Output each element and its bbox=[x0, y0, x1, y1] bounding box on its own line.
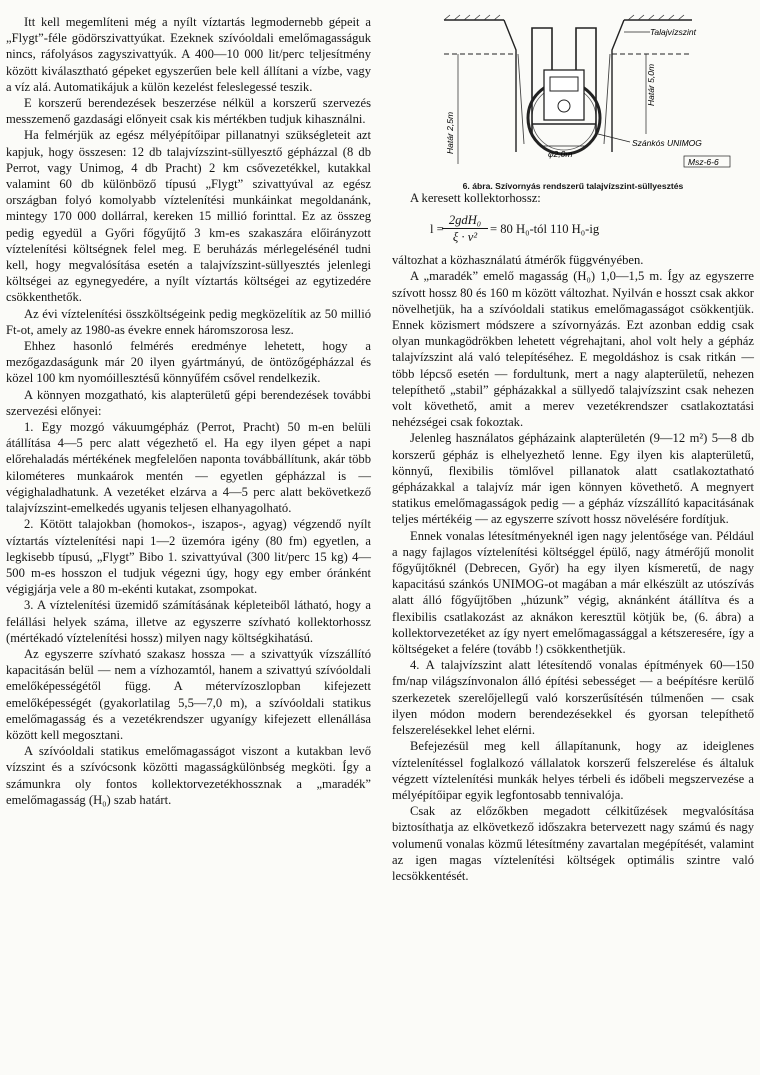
paragraph: Itt kell megemlíteni még a nyílt víztartás legmodernebb gépeit a „Flygt”-féle gödörszivattyúkat. Ezeknek szívóoldali emelőmagasságuk nincs, ráfolyásos zagyszivattyúk. A 400—10 000 lit/perc teljesítmény között kiválasztható gépeket egyszerűen bele kell állítani a vízbe, vagy a víz alá. Automatikájuk a külön kezelést feleslegessé teszik. bbox=[6, 15, 371, 94]
figure-6 bbox=[392, 14, 754, 190]
paragraph: Ehhez hasonló felmérés eredménye lehetett, hogy a mezőgazdaságunk már 20 ilyen gyártmányú, de öntözőgépházzal és közel 100 km nyomóillesztésű könnyűfém csővel rendelkezik. bbox=[6, 339, 371, 386]
paragraph: változhat a közhasználatú átmérők függvényében. bbox=[392, 253, 644, 268]
label-hatar-50: Határ 5,0m bbox=[646, 63, 656, 106]
paragraph: Ha felmérjük az egész mélyépítőipar pillanatnyi szükségleteit azt kapjuk, hogy összesen: 12 db talajvízszint-süllyesztő gépházzal (8 db Perrot, vagy Unimog, 4 db Pracht) 2 km csővezetékkel, kutakkal valamint 60 db különböző típusú „Flygt” szivattyúval az egész országban folyó komolyabb víztelenítési munkáinkat megoldanánk, mintegy 170 000 dollárral, kereken 15 millió forinttal. Ez az összeg pedig egyedül a Győri főgyűjtő 3 km-es szakaszára előirányzott víztelenítési költségnek felel meg. E beruházás mérlegelésénél tudni kell, hogy megvalósítása esetén a talajvízszint-süllyesztés jelenlegi költségei az egynegyedére, a nyílt víztartás költségei az egytizedére csökkenthetők. bbox=[6, 128, 371, 305]
formula-intro: A keresett kollektorhossz: bbox=[410, 191, 541, 205]
formula-fraction bbox=[442, 212, 488, 245]
paragraph: Jelenleg használatos gépházaink alapterületén (9—12 m²) 5—8 db korszerű gépház is elhelyezhető lenne. Egy ilyen kis alapterületű, könnyű, flexibilis tömlővel pillanatok alatt csatlakoztatható gépházakkal a talajvíz már igen könnyen követhető. A megnyert statikus emelőmagasságok pedig — a gépház vízszállító kapacitásának teljes mértékéig — az egyszerre szívott hossz növelésére fordítjuk. bbox=[392, 431, 754, 527]
label-diameter: φ2,0m bbox=[548, 149, 573, 159]
paragraph: Befejezésül meg kell állapítanunk, hogy az ideiglenes víztelenítéssel foglalkozó vállalatok korszerű felszerelése és általuk végzett víztelenítési munkák helyes térbeli és időbeli megszervezése a mélyépítőipar egyik legfontosabb tennivalója. bbox=[392, 739, 754, 802]
figure-caption: 6. ábra. Szívornyás rendszerű talajvízszint-süllyesztés bbox=[462, 181, 684, 191]
paragraph: 4. A talajvízszint alatt létesítendő vonalas építmények 60—150 fm/nap világszínvonalon álló építési sebességet — a beépítésre kerülő szerkezetek szerelőjellegű való korszerűsítésén túlmenően — csak ilyen módon modern berendezésekkel és gyorsan telepíthető felszerelésekkel lehet elérni. bbox=[392, 658, 754, 738]
formula-rest: = 80 H₀-tól 110 H₀-ig bbox=[490, 222, 600, 237]
formula-lead: l = bbox=[430, 222, 444, 237]
paragraph: 2. Kötött talajokban (homokos-, iszapos-, agyag) végzendő nyílt víztartás víztelenítési napi 1—2 üzemóra igény (80 fm) egyetlen, a legkisebb típusú, „Flygt” Bibo 1. szivattyúval (300 lit/perc 15 kg) 4—500 m-es hosszon el tudjuk végezni úgy, hogy egy ember óránként végigjárja vele a 80 m-ekénti kutakat, zsompokat. bbox=[6, 517, 371, 597]
paragraph: A szívóoldali statikus emelőmagasságot viszont a kutakban levő vízszint és a szívócsonk közötti magasságkülönbség megköti. Így a számunkra oly fontos kollektorvezetékhossznak a „maradék” emelőmagasság (H₀) szab határt. bbox=[6, 744, 371, 807]
paragraph: Az egyszerre szívható szakasz hossza — a szivattyúk vízszállító kapacitásán belül — nem a vízhozamtól, hanem a szivattyú szívóoldali emelőképességétől függ. A métervízoszlopban kifejezett emelőképességét (gyakorlatilag 5,5—7,0 m), a szívóoldali statikus emelőmagasság és a vezetékrendszer ugyanígy kifejezett ellenállása között kell megosztani. bbox=[6, 646, 371, 742]
label-szankos: Szánkós UNIMOG bbox=[632, 138, 702, 148]
paragraph: A „maradék” emelő magasság (H₀) 1,0—1,5 m. Így az egyszerre szívott hossz 80 és 160 m között változhat. Nyilván e hosszt csak akkor növelhetjük, ha a szívóoldali statikus emelőmagasságot csökkentjük. Ennek közismert módszere a szívornyázás. Ezt azonban eddig csak olyan munkagödrökben lehetett végrehajtani, ahol volt hely a gépház talajvízszint alá való telepítéséhez. E megoldáshoz is csak ritkán — több lépcső esetén — fordultunk, mert a nagy alapterületű, nehezen telepíthető „stabil” gépházakkal a süllyedő talajvízszint csak nehezen volt követhető, amit a merev vezetékrendszer csatlakoztatási nehézségei csak fokoztak. bbox=[392, 269, 754, 430]
left-column bbox=[6, 14, 371, 808]
formula bbox=[392, 210, 754, 252]
paragraph: 1. Egy mozgó vákuumgépház (Perrot, Pracht) 50 m-en belüli átállítása 4—5 perc alatt végezhető el. Ha egy ilyen gépet a napi előrehaladás mértékének megfelelően naponta továbbállítunk, akár több kilométeres munkaárok mentén — egyetlen gépházzal is — végighaladhatunk. A vezetéket elzárva a 4—5 perc alatt bekövetkező talajvízszint-emelkedés ugyanis teljesen elhanyagolható. bbox=[6, 420, 371, 516]
label-code: Msz-6-6 bbox=[688, 157, 719, 167]
paragraph: Ennek vonalas létesítményeknél igen nagy jelentősége van. Például a nagy fajlagos víztelenítési költséggel épülő, nagy átmérőjű monolit főgyűjtőknél (Debrecen, Győr) ha egy ilyen kísmeretű, de nagy kapacitású szánkós UNIMOG-ot magában a már elkészült az utószívás alatt álló főgyűjtőben „húzunk” végig, aknánként átállítva és a flexibilis csatlakozást az aknákon keresztül kötjük be, (6. ábra) a kollektorvezetéket az így nyert emelőmagassággal a kétszeresére, így a költségeket a felére (tovább !) csökkenthetjük. bbox=[392, 528, 754, 657]
trench-diagram bbox=[392, 14, 754, 176]
paragraph: Az évi víztelenítési összköltségeink pedig megközelítik az 50 millió Ft-ot, amely az 1980-as évekre ennek háromszorosa lesz. bbox=[6, 306, 371, 337]
paragraph: Csak az előzőkben megadott célkitűzések megvalósítása biztosíthatja az elkövetkező időszakra betervezett nagy számú és nagy volumenű vonalas közmű létesítmény zavartalan megépítését, valamint az igen magas víztelenítési költségek optimális szintre való lecsökkentését. bbox=[392, 804, 754, 883]
leader-szankos bbox=[598, 134, 630, 142]
label-talajvizszint: Talajvízszint bbox=[650, 27, 696, 37]
paragraph: 3. A víztelenítési üzemidő számításának képleteiből látható, hogy a felállási helyek száma, illetve az egyszerre szívható kollektorhossz (mértékadó víztelenítési hossz) milyen nagy költségkihatású. bbox=[6, 598, 371, 645]
formula-denominator: ξ · v² bbox=[452, 230, 478, 245]
label-hatar-25: Határ 2,5m bbox=[445, 111, 455, 154]
right-column bbox=[392, 14, 754, 884]
paragraph: A könnyen mozgatható, kis alapterületű gépi berendezések további szervezési előnyei: bbox=[6, 387, 371, 418]
paragraph: E korszerű berendezések beszerzése nélkül a korszerű szervezés messzemenő gazdasági előnyeit csak kis mértékben tudjuk kihasználni. bbox=[6, 96, 371, 127]
formula-numerator: 2gdH₀ bbox=[442, 212, 488, 229]
